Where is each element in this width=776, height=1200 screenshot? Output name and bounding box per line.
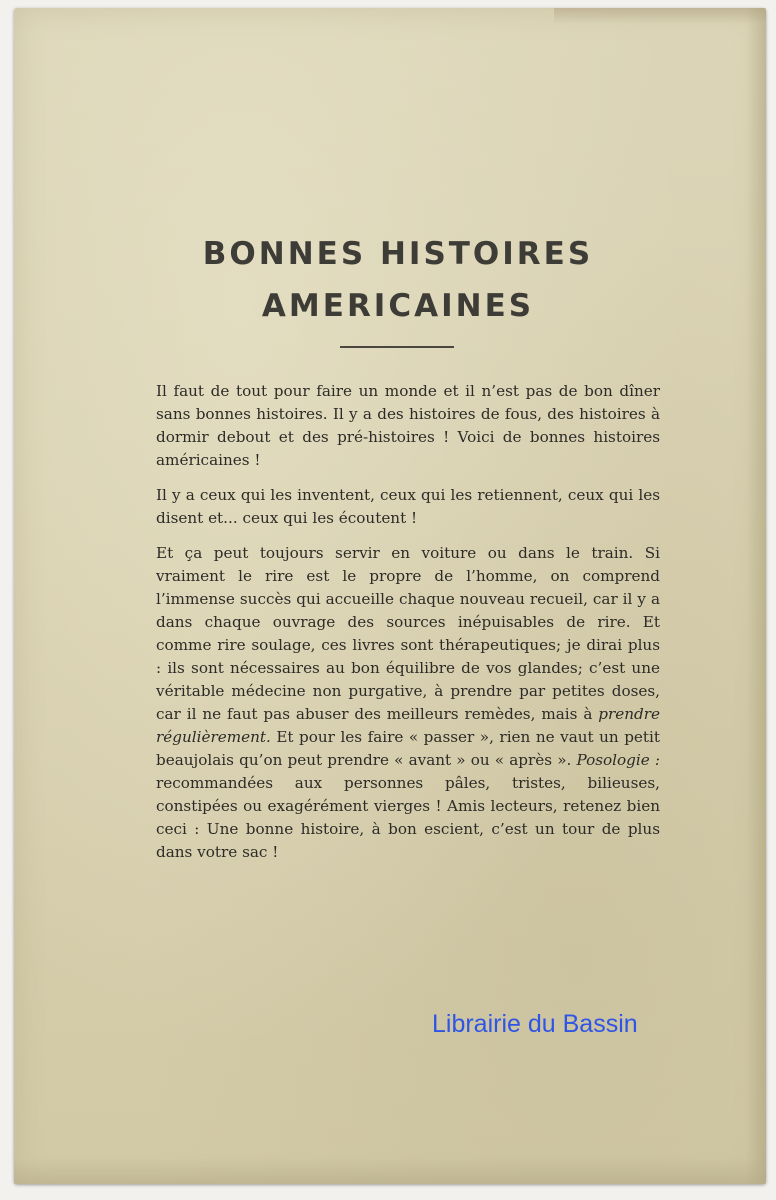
cover-bottom-edge: [14, 1158, 766, 1184]
cover-title: [150, 228, 646, 332]
blurb-text: [156, 380, 660, 876]
blurb-paragraph-3: [156, 542, 660, 864]
title-divider: [340, 346, 454, 348]
blurb-paragraph-3-part-3: recommandées aux personnes pâles, tristes, bilieuses, constipées ou exagérément vierges ! Amis lecteurs, retenez bien ceci : Une bonne histoire, à bon escient, c’est un tour de plus dans votre sac !: [156, 774, 660, 861]
blurb-paragraph-3-part-2: Et pour les faire « passer », rien ne vaut un petit beaujolais qu’on peut prendre « avant » ou « après ».: [156, 728, 660, 769]
cover-title-line-2: AMERICAINES: [261, 288, 535, 324]
blurb-paragraph-1: Il faut de tout pour faire un monde et il n’est pas de bon dîner sans bonnes histoires. Il y a des histoires de fous, des histoires à dormir debout et des pré-histoires ! Voici de bonnes histoires américaines !: [156, 382, 660, 469]
cover-spine-edge: [746, 8, 766, 1184]
blurb-paragraph-2: Il y a ceux qui les inventent, ceux qui les retiennent, ceux qui les disent et... ceux qui les écoutent !: [156, 486, 660, 527]
seller-watermark: Librairie du Bassin: [432, 1010, 638, 1038]
blurb-italic-posologie: Posologie :: [576, 751, 661, 769]
cover-top-edge: [554, 8, 766, 24]
blurb-paragraph-3-part-1: Et ça peut toujours servir en voiture ou dans le train. Si vraiment le rire est le propre de l’homme, on comprend l’immense succès qui accueille chaque nouveau recueil, car il y a dans chaque ouvrage des sources inépuisables de rire. Et comme rire soulage, ces livres sont thérapeutiques; je dirai plus : ils sont nécessaires au bon équilibre de vos glandes; c’est une véritable médecine non purgative, à prendre par petites doses, car il ne faut pas abuser des meilleurs remèdes, mais à: [156, 544, 660, 723]
blurb-italic-prendre: prendre régulièrement.: [156, 705, 660, 746]
cover-title-line-1: BONNES HISTOIRES: [202, 236, 594, 272]
